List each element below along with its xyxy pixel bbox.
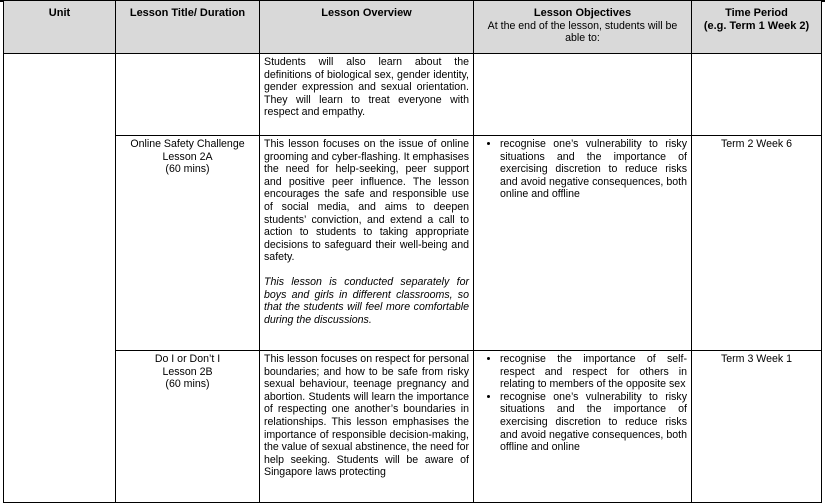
lesson-title-cell	[116, 351, 260, 503]
header-title-duration: Lesson Title/ Duration	[116, 1, 260, 54]
lesson-objectives-cell	[474, 136, 692, 351]
lesson-number: Lesson 2A	[162, 150, 213, 163]
lesson-title: Online Safety Challenge	[130, 138, 245, 150]
header-time-period: Time Period (e.g. Term 1 Week 2)	[692, 1, 822, 54]
table-row	[4, 54, 822, 136]
overview-text: Students will also learn about the definitions of biological sex, gender identity, gender expression and sexual orientation. They will learn to treat everyone with respect and empathy.	[264, 56, 469, 119]
lesson-duration: (60 mins)	[165, 378, 210, 391]
lesson-plan-table	[3, 0, 822, 503]
time-period-cell	[692, 54, 822, 136]
table-row	[4, 351, 822, 503]
header-overview: Lesson Overview	[260, 1, 474, 54]
lesson-title: Do I or Don’t I	[154, 353, 221, 365]
time-period-value: Term 2 Week 6	[720, 138, 793, 150]
lesson-overview-cell	[260, 351, 474, 503]
overview-note: This lesson is conducted separately for boys and girls in different classrooms, so that the students will feel more comfortable during the discussions.	[264, 275, 469, 326]
lesson-duration: (60 mins)	[165, 163, 210, 176]
lesson-overview-cell	[260, 136, 474, 351]
header-time-period-sub: (e.g. Term 1 Week 2)	[703, 19, 810, 32]
time-period-cell	[692, 351, 822, 503]
lesson-overview-cell	[260, 54, 474, 136]
lesson-title-cell	[116, 136, 260, 351]
list-item: • recognise the importance of self-respect and respect for others in relating to members of the opposite sex	[500, 353, 687, 391]
list-item: • recognise one’s vulnerability to risky situations and the importance of exercising discretion to reduce risks and avoid negative consequences, both offline and online	[500, 391, 687, 454]
overview-text: This lesson focuses on respect for personal boundaries; and how to be safe from risky sexual behaviour, teenage pregnancy and abortion. Students will learn the importance of respecting one another’s boundaries in relationships. This lesson emphasises the importance of responsible decision-making, the value of sexual abstinence, the need for help seeking. Students will be aware of Singapore laws protecting	[264, 353, 469, 479]
time-period-cell	[692, 136, 822, 351]
lesson-title-cell	[116, 54, 260, 136]
unit-cell	[4, 54, 116, 503]
header-objectives-sub: At the end of the lesson, students will be able to:	[487, 19, 678, 45]
header-objectives: Lesson Objectives At the end of the lesson, students will be able to:	[474, 1, 692, 54]
list-item: • recognise one’s vulnerability to risky situations and the importance of exercising discretion to reduce risks and avoid negative consequences, both online and offline	[500, 138, 687, 201]
objectives-list	[478, 138, 687, 201]
header-row	[4, 1, 822, 54]
objectives-list	[478, 353, 687, 454]
overview-text: This lesson focuses on the issue of online grooming and cyber-flashing. It emphasises the need for help-seeking, peer support and positive peer influence. The lesson encourages the safe and responsible use of social media, and aims to deepen students’ conviction, and extend a call to action to students to taking appropriate decisions to safeguard their well-being and safety.	[264, 138, 469, 264]
lesson-number: Lesson 2B	[162, 365, 213, 378]
lesson-objectives-cell	[474, 54, 692, 136]
table-row	[4, 136, 822, 351]
header-unit: Unit	[4, 1, 116, 54]
lesson-objectives-cell	[474, 351, 692, 503]
time-period-value: Term 3 Week 1	[720, 353, 793, 365]
